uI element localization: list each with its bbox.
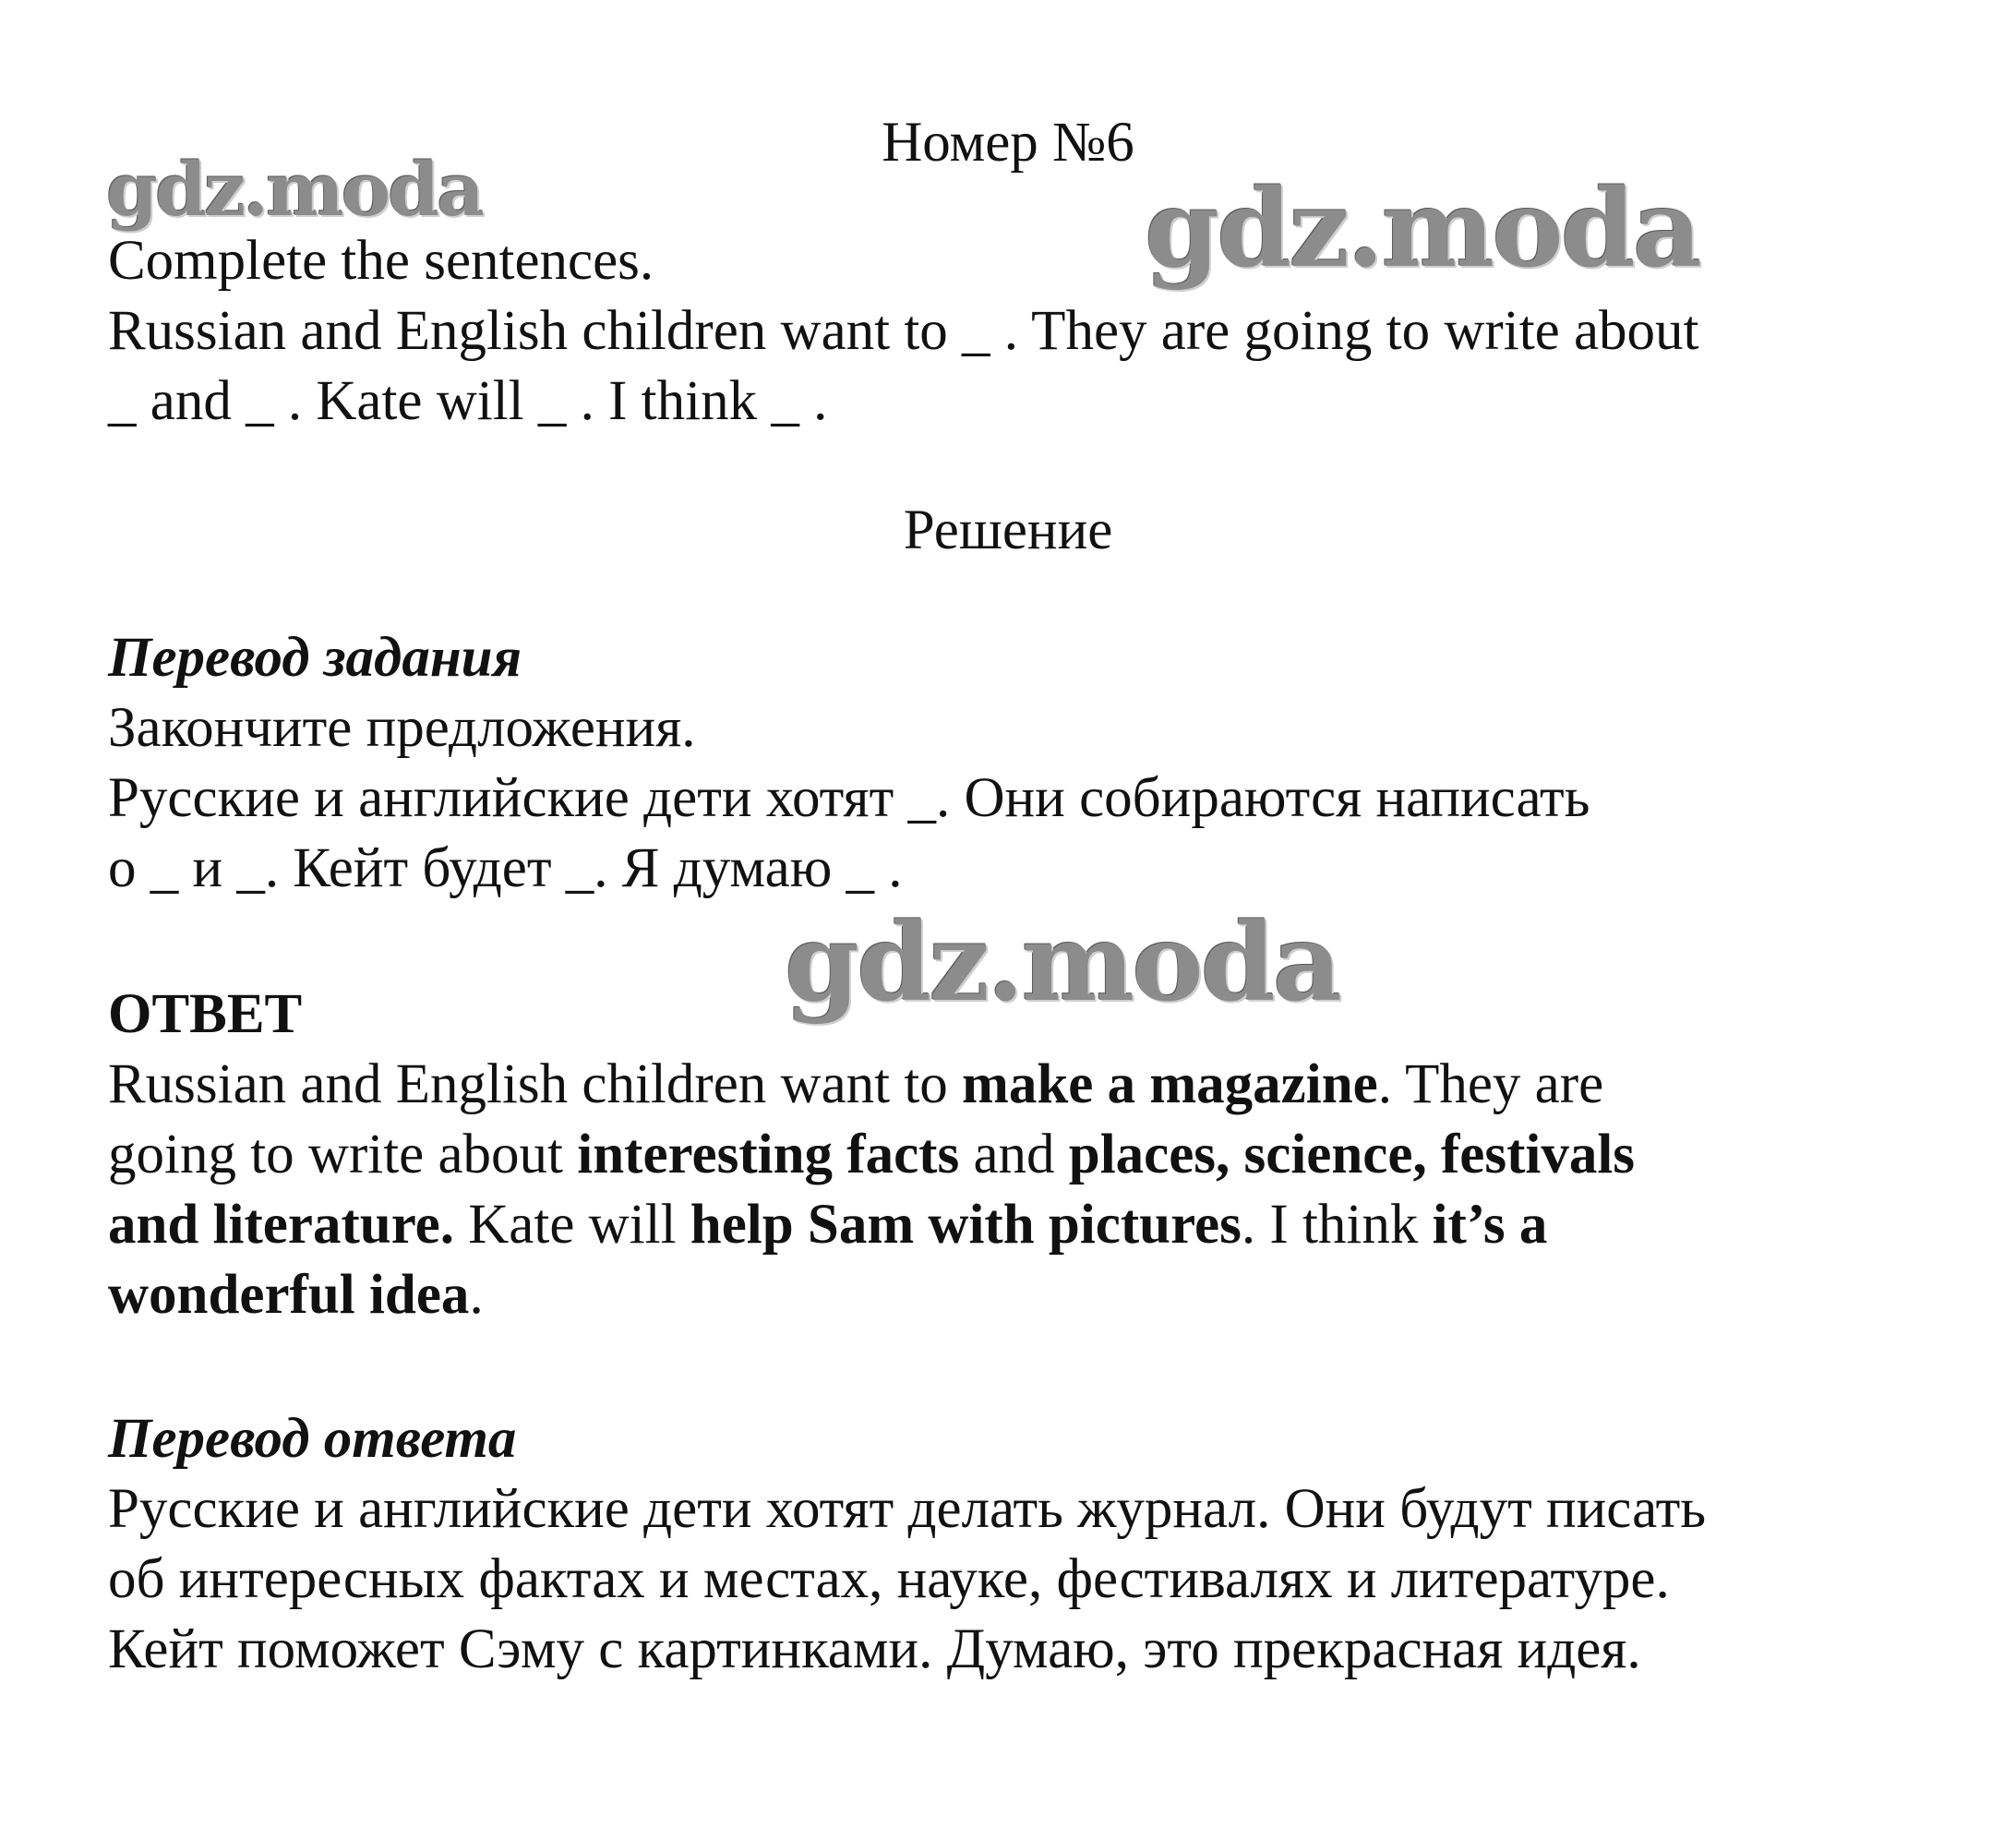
task-translation-heading: Перевод задания [108, 627, 522, 689]
task-translation-line: Закончите предложения. [108, 697, 696, 759]
answer-text: going to write about [108, 1124, 578, 1185]
answer-heading: ОТВЕТ [108, 983, 303, 1045]
answer-line [108, 1194, 1548, 1256]
answer-fill: interesting facts [577, 1124, 960, 1185]
answer-fill: it’s a [1432, 1194, 1548, 1256]
task-text-line: _ and _ . Kate will _ . I think _ . [108, 370, 828, 432]
task-translation-line: Русские и английские дети хотят _. Они собираются написать [108, 767, 1590, 829]
answer-text: Kate will [454, 1194, 690, 1256]
answer-translation-line: об интересных фактах и местах, науке, фестивалях и литературе. [108, 1548, 1670, 1610]
task-instruction: Complete the sentences. [108, 230, 654, 292]
answer-text: and [959, 1124, 1069, 1185]
answer-text: Russian and English children want to [108, 1053, 963, 1115]
watermark-logo: gdz.moda [106, 146, 482, 233]
watermark-logo: gdz.moda [1145, 166, 1699, 292]
answer-fill: help Sam with pictures [690, 1194, 1242, 1256]
task-text-line: Russian and English children want to _ . They are going to write about [108, 300, 1699, 362]
answer-fill: wonderful idea [108, 1264, 470, 1326]
answer-fill: places, science, festivals [1068, 1124, 1636, 1185]
answer-translation-heading: Перевод ответа [108, 1408, 517, 1470]
answer-translation-line: Русские и английские дети хотят делать журнал. Они будут писать [108, 1478, 1707, 1540]
answer-line [108, 1264, 484, 1326]
answer-text: . I think [1241, 1194, 1433, 1256]
answer-fill: make a magazine [962, 1053, 1378, 1115]
answer-text: . They are [1377, 1053, 1604, 1115]
answer-fill: and literature. [108, 1194, 454, 1256]
answer-translation-line: Кейт поможет Сэму с картинками. Думаю, это прекрасная идея. [108, 1618, 1641, 1680]
task-number: Номер №6 [882, 112, 1134, 174]
solution-heading: Решение [903, 499, 1113, 561]
task-translation-line: о _ и _. Кейт будет _. Я думаю _ . [108, 837, 903, 899]
answer-line [108, 1053, 1604, 1115]
watermark-logo: gdz.moda [785, 900, 1339, 1026]
answer-text: . [469, 1264, 484, 1326]
answer-line [108, 1126, 1635, 1183]
